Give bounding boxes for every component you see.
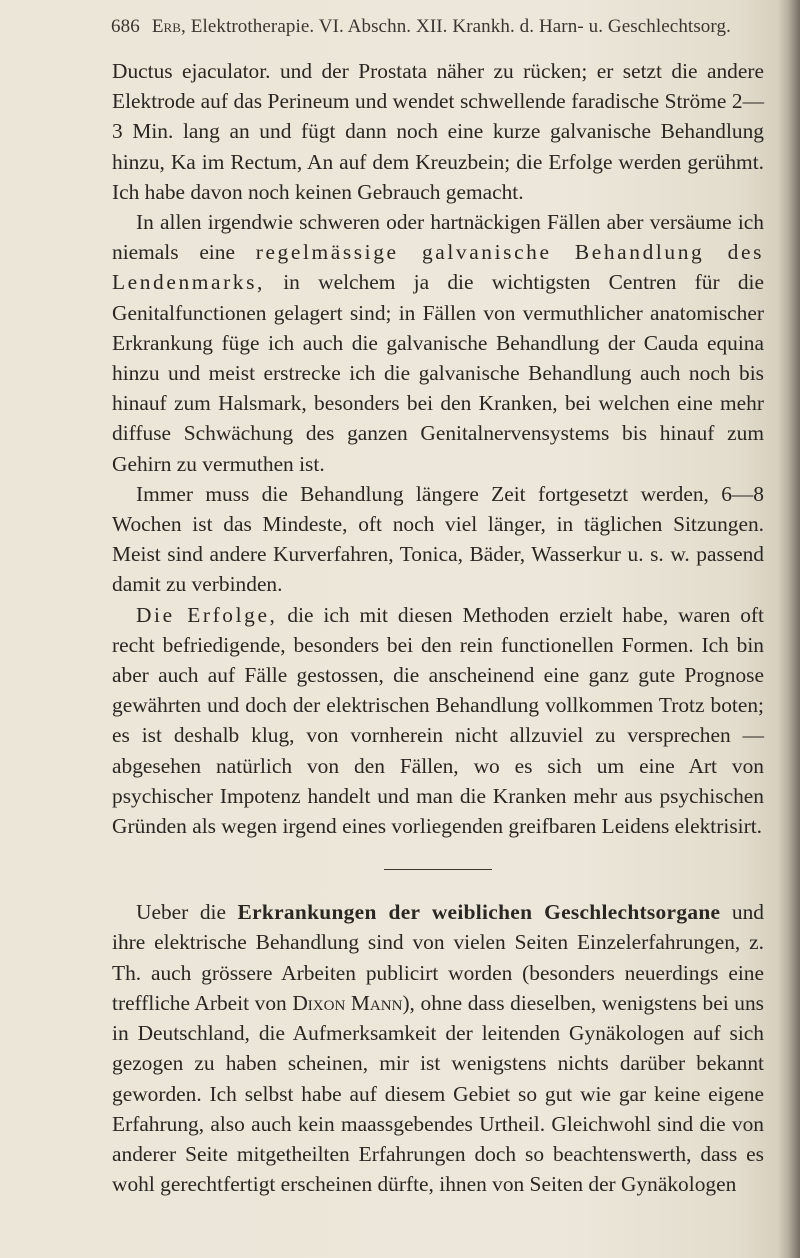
paragraph-2-emphasis: regelmässige galvanische Behandlung des Lendenmarks, <box>112 240 764 295</box>
paragraph-5 <box>112 897 764 1199</box>
paragraph-4-text: die ich mit diesen Methoden erzielt habe, waren oft recht befriedigende, besonders bei den rein functionellen Formen. Ich bin aber auch auf Fälle gestossen, die anscheinend eine ganz gute Prognose gewährten und doch der elektrischen Behandlung vollkommen Trotz boten; es ist deshalb klug, von vornherein nicht allzuviel zu versprechen — abgesehen natürlich von den Fällen, wo es sich um eine Art von psychischer Impotenz handelt und man die Kranken mehr aus psychischen Gründen als wegen irgend eines vorliegenden greifbaren Leidens elektrisirt. <box>112 602 764 839</box>
paragraph-1: Ductus ejaculator. und der Prostata näher zu rücken; er setzt die andere Elektrode auf das Perineum und wendet schwellende faradische Ströme 2—3 Min. lang an und fügt dann noch eine kurze galvanische Behandlung hinzu, Ka im Rectum, An auf dem Kreuzbein; die Erfolge werden gerühmt. Ich habe davon noch keinen Gebrauch gemacht. <box>112 59 764 204</box>
paragraph-2 <box>112 207 764 479</box>
section-divider <box>384 869 492 870</box>
paragraph-2-text-a: In allen irgendwie schweren oder hartnäckigen Fällen aber versäume ich niemals eine <box>112 210 764 265</box>
paragraph-5-text-b: und ihre elektrische Behandlung sind von vielen Seiten Einzelerfahrungen, z. Th. auch grössere Arbeiten publicirt worden (besonders neuerdings eine treffliche Arbeit von <box>112 900 765 1015</box>
paragraph-3: Immer muss die Behandlung längere Zeit fortgesetzt werden, 6—8 Wochen ist das Mindeste, oft noch viel länger, in täglichen Sitzungen. Meist sind andere Kurverfahren, Tonica, Bäder, Wasserkur u. s. w. passend damit zu verbinden. <box>112 481 764 597</box>
paragraph-2-text-b: in welchem ja die wichtigsten Centren für die Genitalfunctionen gelagert sind; in Fällen von vermuthlicher anatomischer Erkrankung füge ich auch die galvanische Behandlung der Cauda equina hinzu und meist erstrecke ich die galvanische Behandlung auch noch bis hinauf zum Halsmark, besonders bei den Kranken, bei welchen eine mehr diffuse Schwächung des ganzen Genitalnervensystems bis hinauf zum Gehirn zu vermuthen ist. <box>112 270 764 476</box>
page-number: 686 <box>111 16 140 37</box>
header-title: Elektrotherapie. VI. Abschn. XII. Krankh. d. Harn- u. Geschlechtsorg. <box>190 16 731 37</box>
page-edge-shadow <box>778 0 800 1258</box>
paragraph-4-emphasis: Die Erfolge, <box>136 602 278 627</box>
paragraph-5-author-name: Dixon Mann <box>292 990 403 1015</box>
body-text <box>112 56 764 1199</box>
paragraph-5-heading: Erkrankungen der weiblichen Geschlechtsorgane <box>237 900 721 925</box>
header-author: Erb, <box>151 16 186 37</box>
paragraph-4 <box>112 600 764 842</box>
paragraph-5-text-c: ), ohne dass dieselben, wenigstens bei uns in Deutschland, die Aufmerksamkeit der leitenden Gynäkologen auf sich gezogen zu haben scheinen, mir ist wenigstens nichts darüber bekannt geworden. Ich selbst habe auf diesem Gebiet so gut wie gar keine eigene Erfahrung, also auch kein maassgebendes Urtheil. Gleichwohl sind die von anderer Seite mitgetheilten Erfahrungen doch so beachtenswerth, dass es wohl gerechtfertigt erscheinen dürfte, ihnen von Seiten der Gynäkologen <box>112 990 764 1197</box>
paragraph-5-text-a: Ueber die <box>136 900 238 925</box>
running-header <box>111 16 781 38</box>
